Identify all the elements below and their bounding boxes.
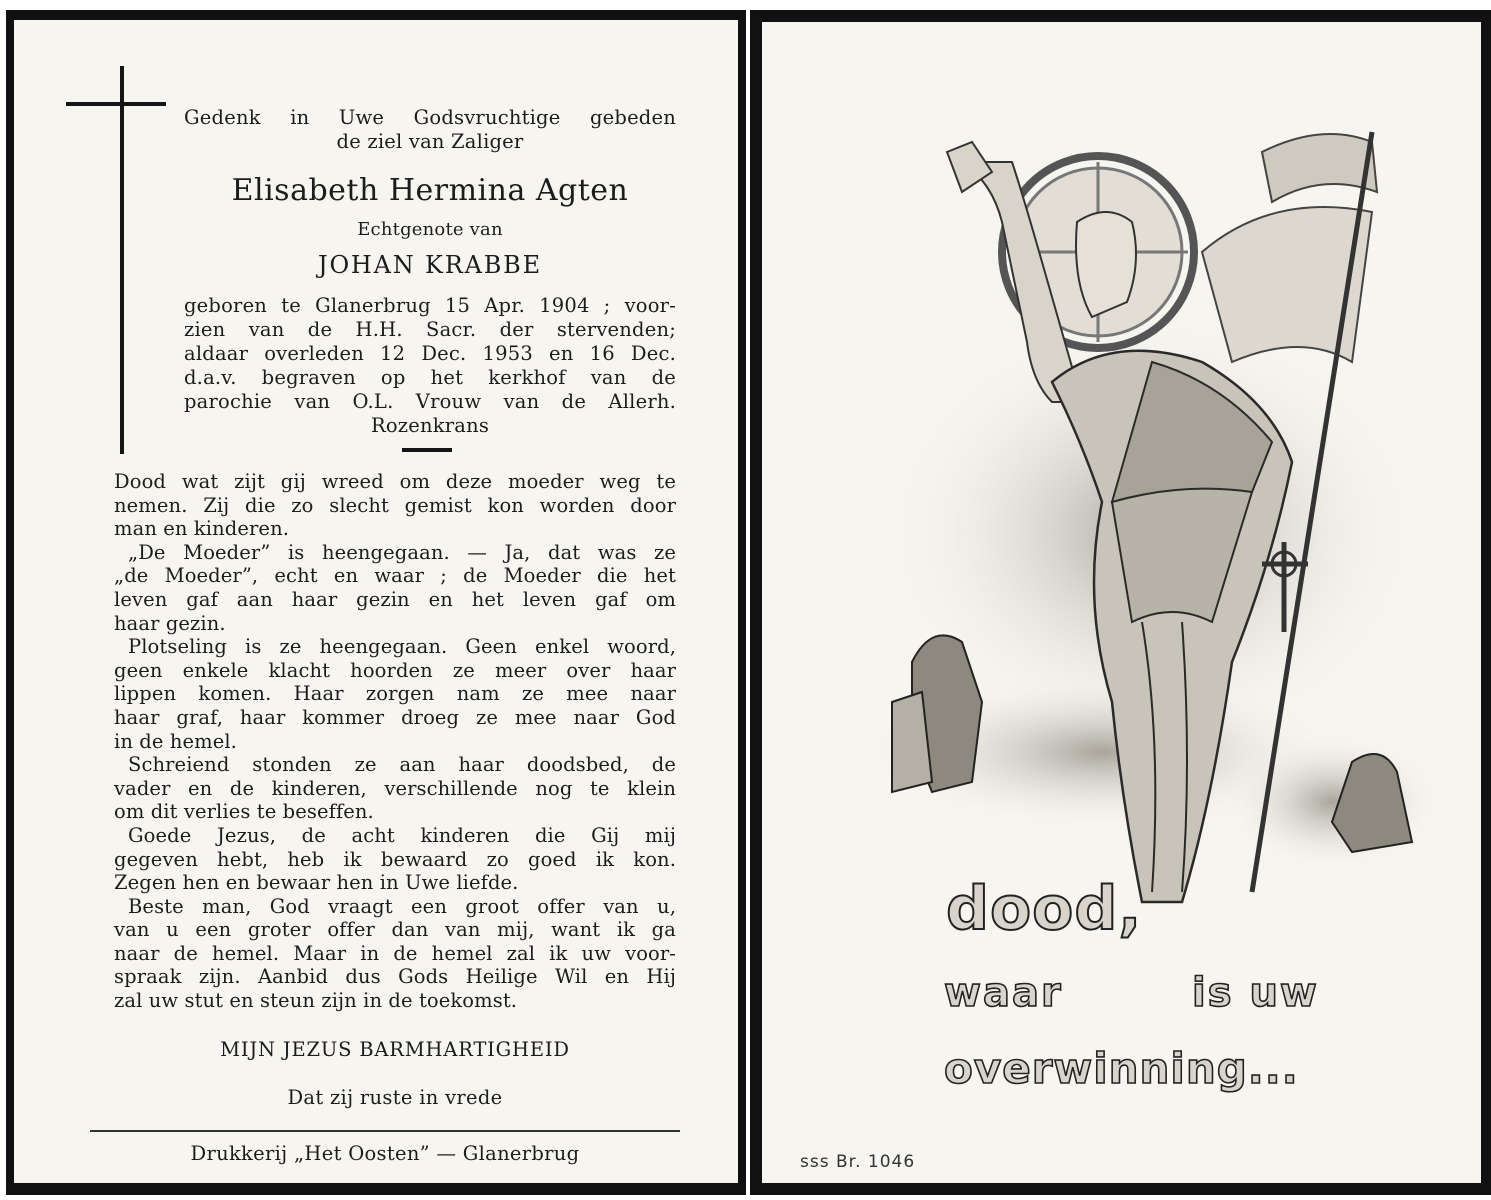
prayer-header: Gedenk in Uwe Godsvruchtige gebeden: [184, 106, 676, 129]
husband-name: JOHAN KRABBE: [318, 251, 542, 279]
memorial-card-text-side: [6, 10, 746, 1195]
rest-in-peace: Dat zij ruste in vrede: [287, 1086, 503, 1109]
text-line: haar gezin.: [114, 611, 226, 635]
text-line: leven gaf aan haar gezin en het leven gaf om: [114, 587, 676, 611]
divider-dash: [402, 448, 452, 452]
text-line: man en kinderen.: [114, 517, 290, 541]
text-line: naar de hemel. Maar in de hemel zal ik uw voor-: [114, 941, 676, 965]
text-line: geen enkele klacht hoorden ze meer over haar: [114, 658, 676, 682]
text-line: van u een groter offer dan van mij, want ik ga: [114, 918, 676, 942]
memorial-card-image-side: [750, 10, 1491, 1195]
motto: MIJN JEZUS BARMHARTIGHEID: [220, 1038, 570, 1061]
text-line: „de Moeder”, echt en waar ; de Moeder die het: [114, 564, 676, 588]
deceased-name: Elisabeth Hermina Agten: [231, 173, 629, 208]
footer-rule: [90, 1130, 680, 1132]
cross-icon: [120, 66, 124, 454]
slogan-word-is-uw: is uw: [1192, 970, 1319, 1016]
printer-credit: Drukkerij „Het Oosten” — Glanerbrug: [190, 1142, 580, 1165]
text-line: Zegen hen en bewaar hen in Uwe liefde.: [114, 871, 519, 895]
prayer-header-line2: de ziel van Zaliger: [336, 130, 524, 153]
relation-label: Echtgenote van: [357, 219, 503, 240]
birth-death-details: [184, 294, 676, 438]
birth-line: Rozenkrans: [370, 414, 490, 437]
text-line: Beste man, God vraagt een groot offer van u,: [128, 894, 676, 918]
birth-line: geboren te Glanerbrug 15 Apr. 1904 ; voor-: [184, 294, 676, 317]
text-line: Dood wat zijt gij wreed om deze moeder weg te: [114, 470, 676, 493]
card-paper: [14, 20, 738, 1183]
text-line: nemen. Zij die zo slecht gemist kon worden door: [114, 493, 676, 517]
birth-line: aldaar overleden 12 Dec. 1953 en 16 Dec.: [184, 342, 676, 365]
text-line: lippen komen. Haar zorgen nam ze mee naar: [114, 682, 676, 706]
text-line: haar graf, haar kommer droeg ze mee naar God: [114, 705, 676, 729]
slogan-word-dood: dood,: [946, 874, 1143, 944]
birth-line: parochie van O.L. Vrouw van de Allerh.: [184, 390, 676, 413]
resurrection-illustration: [852, 102, 1442, 922]
cross-icon-bar: [66, 102, 166, 106]
text-line: „De Moeder” is heengegaan. — Ja, dat was ze: [128, 540, 676, 564]
text-line: in de hemel.: [114, 729, 237, 753]
print-code: sss Br. 1046: [800, 1152, 916, 1172]
text-line: om dit verlies te beseffen.: [114, 800, 374, 824]
birth-line: zien van de H.H. Sacr. der stervenden;: [184, 318, 676, 341]
card-paper: [762, 22, 1481, 1183]
birth-line: d.a.v. begraven op het kerkhof van de: [184, 366, 676, 389]
text-line: gegeven hebt, heb ik bewaard zo goed ik kon.: [114, 847, 676, 871]
slogan-word-waar: waar: [944, 970, 1063, 1016]
text-line: vader en de kinderen, verschillende nog te klein: [114, 776, 676, 800]
text-line: zal uw stut en steun zijn in de toekomst.: [114, 989, 518, 1013]
text-line: Goede Jezus, de acht kinderen die Gij mij: [128, 823, 676, 847]
text-line: Schreiend stonden ze aan haar doodsbed, de: [128, 753, 676, 777]
slogan-word-overwinning: overwinning...: [944, 1044, 1299, 1093]
text-line: spraak zijn. Aanbid dus Gods Heilige Wil en Hij: [114, 965, 676, 989]
text-line: Plotseling is ze heengegaan. Geen enkel woord,: [128, 635, 676, 659]
memorial-text: [114, 470, 676, 1013]
